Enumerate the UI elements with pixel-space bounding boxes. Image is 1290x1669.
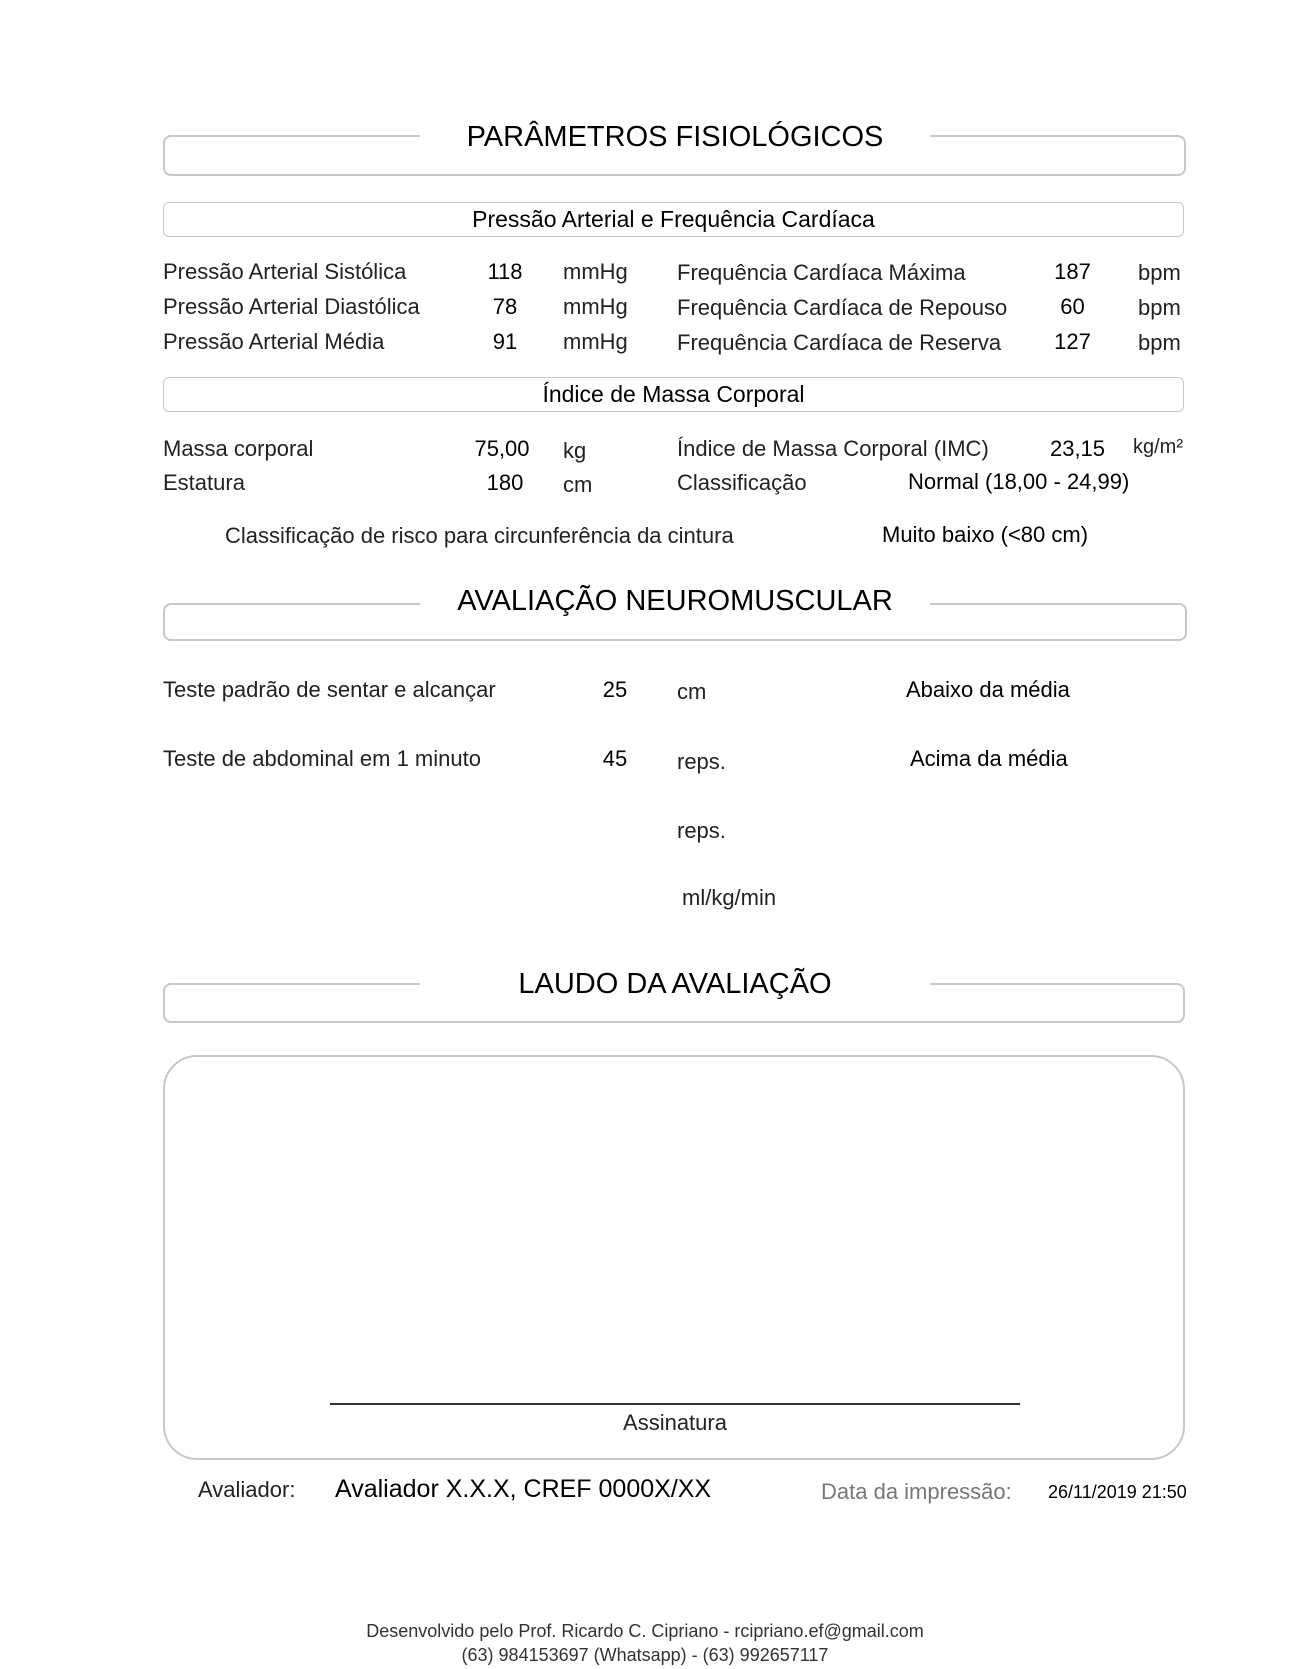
report-text-area[interactable] — [163, 1055, 1185, 1460]
height-label: Estatura — [163, 470, 245, 495]
hr-rest-unit: bpm — [1138, 295, 1181, 320]
bp-diastolic-label: Pressão Arterial Diastólica — [163, 294, 420, 319]
bp-systolic-value: 118 — [487, 259, 523, 284]
bp-diastolic-value: 78 — [492, 294, 518, 319]
signature-label: Assinatura — [623, 1410, 727, 1435]
bmi-subtitle: Índice de Massa Corporal — [163, 377, 1184, 412]
evaluator-label: Avaliador: — [198, 1477, 296, 1502]
signature-line — [330, 1403, 1020, 1405]
mass-value: 75,00 — [474, 436, 530, 461]
neuro-row-1-result: Abaixo da média — [906, 677, 1070, 702]
hr-rest-label: Frequência Cardíaca de Repouso — [677, 295, 1008, 320]
hr-max-unit: bpm — [1138, 260, 1181, 285]
footer-phone-line: (63) 984153697 (Whatsapp) - (63) 992657117 — [461, 1645, 829, 1665]
bp-mean-label: Pressão Arterial Média — [163, 329, 385, 354]
hr-max-label: Frequência Cardíaca Máxima — [677, 260, 966, 285]
report-section-title: LAUDO DA AVALIAÇÃO — [420, 964, 930, 1004]
mass-unit: kg — [563, 438, 587, 463]
evaluator-value: Avaliador X.X.X, CREF 0000X/XX — [335, 1475, 712, 1503]
footer-developer-line: Desenvolvido pelo Prof. Ricardo C. Cipriano - rcipriano.ef@gmail.com — [366, 1621, 924, 1641]
bp-subtitle: Pressão Arterial e Frequência Cardíaca — [163, 202, 1184, 237]
bp-mean-value: 91 — [492, 329, 518, 354]
neuro-row-2-value: 45 — [602, 746, 628, 771]
imc-unit: kg/m² — [1133, 436, 1183, 458]
bmi-classification-label: Classificação — [677, 470, 807, 495]
hr-reserve-value: 127 — [1054, 329, 1091, 354]
neuro-section-title: AVALIAÇÃO NEUROMUSCULAR — [420, 581, 930, 621]
neuro-row-1-unit: cm — [677, 679, 707, 704]
hr-reserve-unit: bpm — [1138, 330, 1181, 355]
height-value: 180 — [486, 470, 524, 495]
neuro-row-1-label: Teste padrão de sentar e alcançar — [163, 677, 496, 702]
hr-rest-value: 60 — [1060, 294, 1085, 319]
hr-reserve-label: Frequência Cardíaca de Reserva — [677, 330, 1002, 355]
bp-mean-unit: mmHg — [563, 329, 628, 354]
neuro-row-3-unit: reps. — [677, 818, 726, 843]
mass-label: Massa corporal — [163, 436, 314, 461]
print-date-value: 26/11/2019 21:50 — [1048, 1482, 1187, 1502]
waist-risk-value: Muito baixo (<80 cm) — [882, 522, 1089, 547]
bmi-classification-value: Normal (18,00 - 24,99) — [908, 469, 1130, 494]
bp-diastolic-unit: mmHg — [563, 294, 628, 319]
bp-systolic-unit: mmHg — [563, 259, 628, 284]
neuro-row-1-value: 25 — [602, 677, 628, 702]
physio-section-title: PARÂMETROS FISIOLÓGICOS — [420, 117, 930, 157]
neuro-row-2-label: Teste de abdominal em 1 minuto — [163, 746, 481, 771]
imc-label: Índice de Massa Corporal (IMC) — [677, 436, 989, 461]
imc-value: 23,15 — [1049, 436, 1106, 461]
waist-risk-label: Classificação de risco para circunferência da cintura — [225, 523, 734, 548]
neuro-row-2-unit: reps. — [677, 749, 726, 774]
neuro-row-2-result: Acima da média — [910, 746, 1068, 771]
hr-max-value: 187 — [1054, 259, 1091, 284]
bp-systolic-label: Pressão Arterial Sistólica — [163, 259, 407, 284]
neuro-row-4-unit: ml/kg/min — [682, 885, 777, 910]
height-unit: cm — [563, 472, 593, 497]
print-date-label: Data da impressão: — [821, 1479, 1012, 1504]
